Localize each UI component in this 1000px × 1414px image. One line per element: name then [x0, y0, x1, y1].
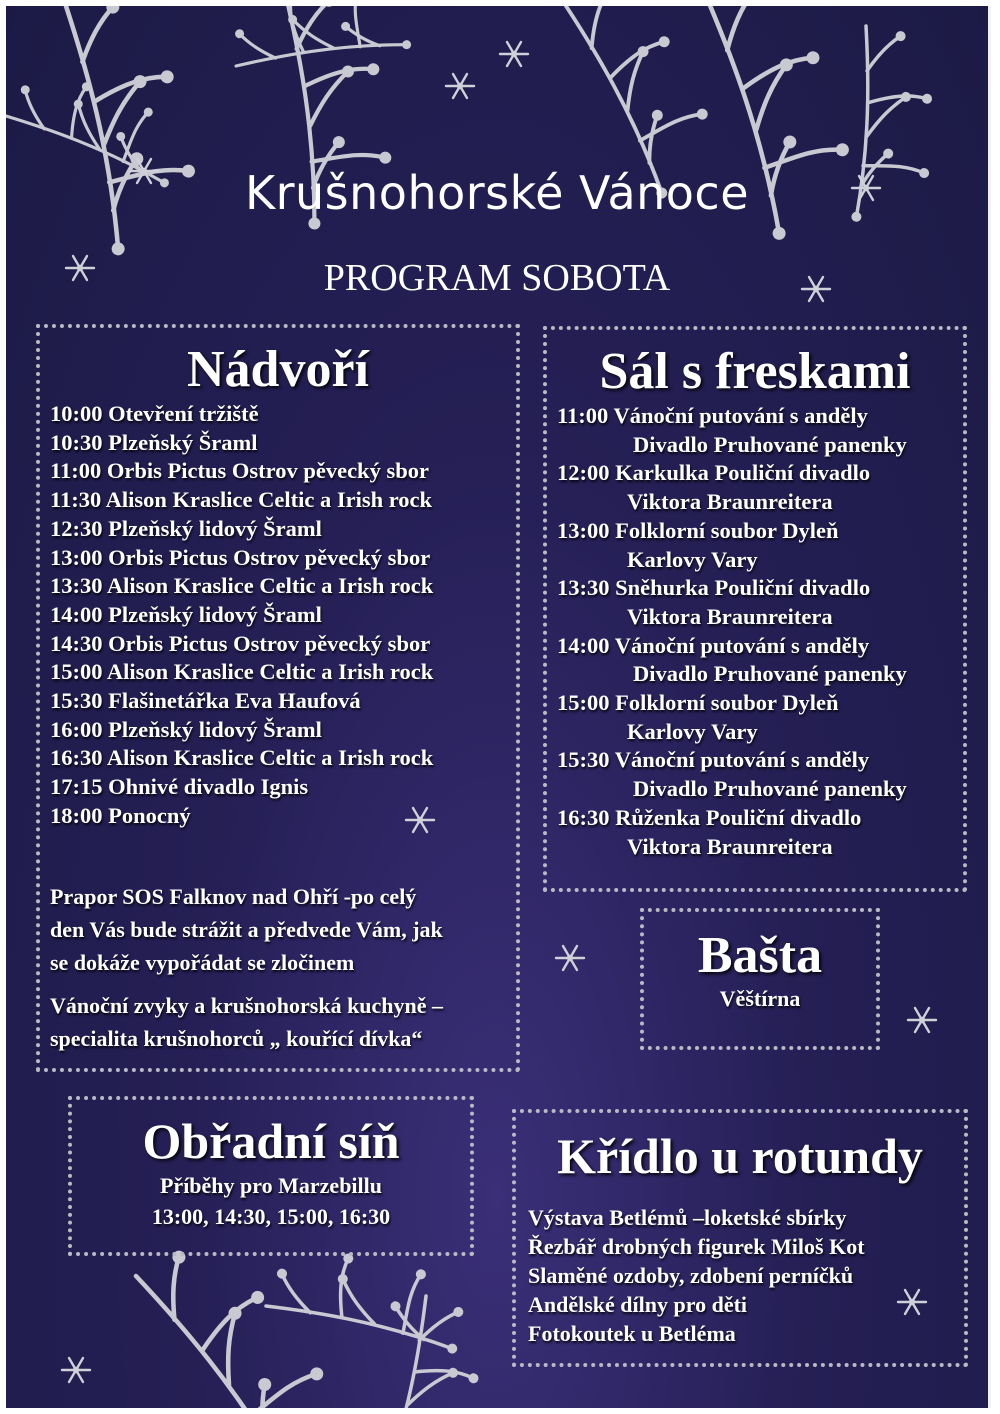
section-heading: Nádvoří [187, 341, 369, 398]
list-item: 11:00 Orbis Pictus Ostrov pěvecký sbor [50, 458, 429, 484]
section-notes [50, 880, 443, 1065]
list-item: Řezbář drobných figurek Miloš Kot [528, 1234, 865, 1259]
note-paragraph [50, 989, 443, 1055]
note-line: se dokáže vypořádat se zločinem [50, 950, 355, 975]
list-item: 13:00 Folklorní soubor Dyleň [557, 517, 839, 543]
section-kridlo-u-rotundy [512, 1109, 968, 1367]
list-item: Fotokoutek u Betléma [528, 1321, 736, 1346]
note-line: Vánoční zvyky a krušnohorská kuchyně – [50, 993, 444, 1018]
list-item-detail: Viktora Braunreitera [627, 833, 833, 859]
note-line: Prapor SOS Falknov nad Ohří -po celý [50, 884, 417, 909]
branch-ornament-icon [6, 6, 985, 265]
list-item: 12:00 Karkulka Pouliční divadlo [557, 460, 871, 486]
note-paragraph [50, 880, 443, 979]
list-item-detail: Divadlo Pruhované panenky [633, 776, 907, 802]
list-item-detail: Viktora Braunreitera [627, 603, 833, 629]
section-basta [640, 908, 880, 1050]
list-item-detail: Divadlo Pruhované panenky [633, 431, 907, 457]
list-item: 14:30 Orbis Pictus Ostrov pěvecký sbor [50, 630, 431, 656]
page-subtitle: PROGRAM SOBOTA [323, 257, 671, 299]
list-item: Andělské dílny pro děti [528, 1292, 748, 1317]
schedule-list [40, 400, 516, 831]
list-item: 13:00 Orbis Pictus Ostrov pěvecký sbor [50, 544, 431, 570]
list-item: 14:00 Vánoční putování s anděly [557, 632, 870, 658]
note-line: specialita krušnohorců „ kouřící dívka“ [50, 1026, 423, 1051]
section-heading: Křídlo u rotundy [557, 1128, 923, 1184]
list-item-detail: Viktora Braunreitera [627, 489, 833, 515]
list-item: 13:30 Alison Kraslice Celtic a Irish rock [50, 573, 434, 599]
list-item: 18:00 Ponocný [50, 802, 191, 828]
section-text: Věštírna [719, 986, 801, 1011]
list-item: 10:00 Otevření tržiště [50, 401, 259, 426]
section-nadvori [36, 324, 520, 1072]
list-item: 16:30 Růženka Pouliční divadlo [557, 804, 862, 830]
schedule-list [547, 402, 963, 861]
section-heading: Bašta [697, 927, 823, 984]
section-heading: Obřadní síň [142, 1113, 400, 1169]
poster [6, 6, 991, 1408]
list-item: 17:15 Ohnivé divadlo Ignis [50, 774, 309, 800]
list-item-detail: Karlovy Vary [627, 546, 758, 572]
list-item: 12:30 Plzeňský lidový Šraml [50, 515, 322, 541]
list-item-detail: Divadlo Pruhované panenky [633, 661, 907, 687]
section-sal-s-freskami [543, 326, 967, 892]
list-item: 14:00 Plzeňský lidový Šraml [50, 601, 322, 627]
list-item: 15:00 Folklorní soubor Dyleň [557, 690, 839, 716]
list-item: 13:30 Sněhurka Pouliční divadlo [557, 575, 871, 601]
list-item: Slaměné ozdoby, zdobení perníčků [528, 1263, 854, 1288]
list-item: 16:00 Plzeňský lidový Šraml [50, 716, 322, 742]
section-times: 13:00, 14:30, 15:00, 16:30 [151, 1204, 391, 1229]
list-item-detail: Karlovy Vary [627, 718, 758, 744]
list-item: 15:30 Vánoční putování s anděly [557, 747, 870, 773]
section-heading: Sál s freskami [599, 343, 911, 400]
list-item: 10:30 Plzeňský Šraml [50, 429, 258, 455]
page-title: Krušnohorské Vánoce [244, 166, 750, 220]
note-line: den Vás bude strážit a předvede Vám, jak [50, 917, 443, 942]
list-item: 11:00 Vánoční putování s anděly [557, 403, 868, 428]
list-item: Výstava Betlémů –loketské sbírky [528, 1205, 847, 1230]
list-item: 16:30 Alison Kraslice Celtic a Irish rock [50, 745, 434, 771]
list-item: 11:30 Alison Kraslice Celtic a Irish rock [50, 487, 433, 513]
section-obradni-sin [68, 1096, 474, 1256]
list-item: 15:00 Alison Kraslice Celtic a Irish rock [50, 659, 434, 685]
section-text: Příběhy pro Marzebillu [159, 1173, 383, 1198]
activity-list [516, 1203, 964, 1348]
list-item: 15:30 Flašinetářka Eva Haufová [50, 688, 361, 714]
